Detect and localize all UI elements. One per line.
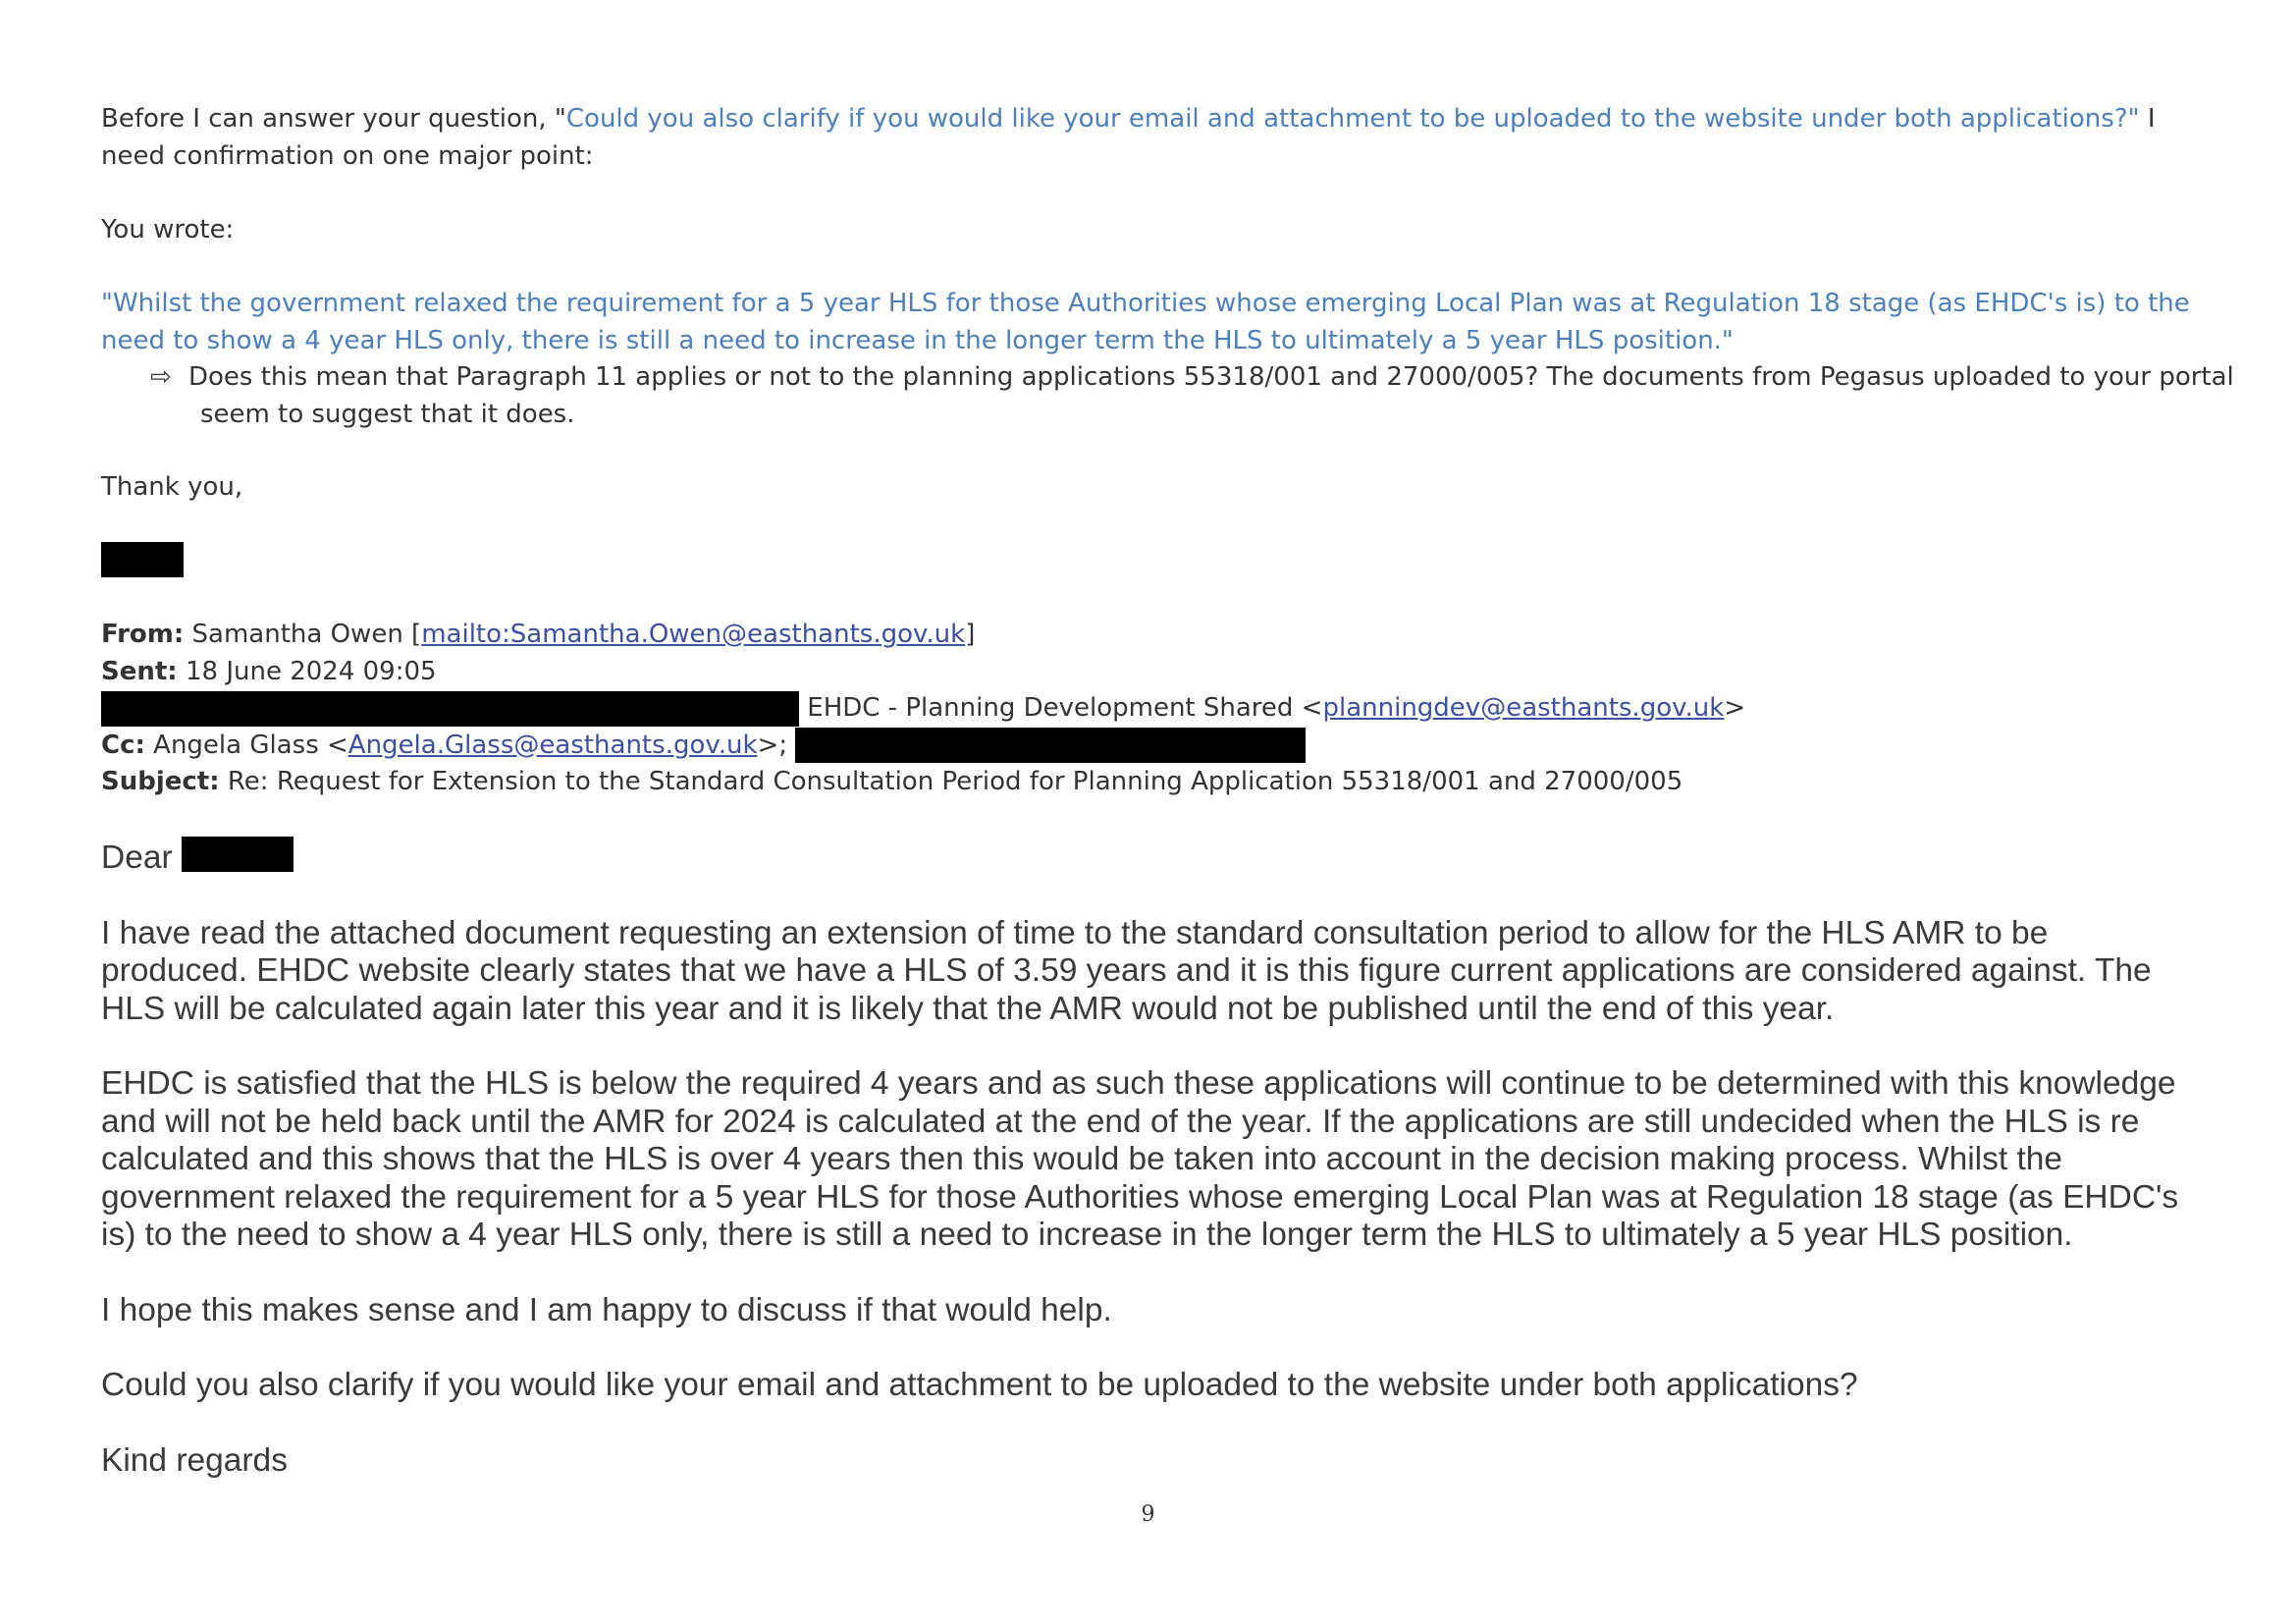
cc-line — [101, 728, 2212, 765]
email-body — [101, 837, 2212, 1480]
to-close: > — [1724, 693, 1746, 723]
cc-close: >; — [757, 730, 796, 760]
redacted-signature — [101, 542, 184, 577]
intro-before: Before I can answer your question, " — [101, 104, 566, 134]
body-paragraph-4: Could you also clarify if you would like your email and attachment to be uploaded to the website under both applications? — [101, 1367, 1858, 1403]
sent-value: 18 June 2024 09:05 — [185, 656, 437, 686]
quoted-text: Whilst the government relaxed the requirement for a 5 year HLS for those Authorities whose emerging Local Plan was at Regulation 18 stage (as EHDC's is) to the need to show a 4 year HLS only, there is still a need to increase in the longer term the HLS to ultimately a 5 year HLS position." — [101, 289, 2190, 355]
closing: Kind regards — [101, 1441, 288, 1479]
thank-you: Thank you, — [101, 472, 243, 502]
intro-after: I need confirmation on one major point: — [101, 104, 2156, 171]
quoted-open-mark: " — [101, 289, 113, 318]
body-paragraph-2: EHDC is satisfied that the HLS is below the required 4 years and as such these applications will continue to be determined with this knowledge and will not be held back until the AMR for 2024 is calculated at the end of the year. If the applications are still undecided when the HLS is re calculated and this shows that the HLS is over 4 years then this would be taken into account in the decision making process. Whilst the government relaxed the requirement for a 5 year HLS for those Authorities whose emerging Local Plan was at Regulation 18 stage (as EHDC's is) to the need to show a 4 year HLS only, there is still a need to increase in the longer term the HLS to ultimately a 5 year HLS position. — [101, 1065, 2179, 1253]
from-label: From: — [101, 620, 185, 649]
from-email-link[interactable]: mailto:Samantha.Owen@easthants.gov.uk — [421, 620, 966, 649]
from-name: Samantha Owen [ — [191, 620, 422, 649]
from-close: ] — [965, 620, 976, 649]
body-paragraph-1: I have read the attached document requesting an extension of time to the standard consultation period to allow for the HLS AMR to be produced. EHDC website clearly states that we have a HLS of 3.59 years and it is this figure current applications are considered against. The HLS will be calculated again later this year and it is likely that the AMR would not be published until the end of this year. — [101, 914, 2152, 1027]
to-email-link[interactable]: planningdev@easthants.gov.uk — [1322, 693, 1725, 723]
body-paragraph-3: I hope this makes sense and I am happy to discuss if that would help. — [101, 1291, 1112, 1328]
redacted-to-recipient — [101, 691, 799, 727]
email-header — [101, 617, 2212, 801]
arrow-right-outline-icon: ⇨ — [150, 362, 172, 392]
redacted-recipient-name — [182, 837, 294, 872]
cc-name: Angela Glass < — [153, 730, 348, 760]
subject-line — [101, 764, 2212, 801]
from-line — [101, 617, 2212, 654]
subject-value: Re: Request for Extension to the Standard Consultation Period for Planning Application 55318/001 and 27000/005 — [227, 767, 1683, 796]
page-number: 9 — [1141, 1502, 1155, 1527]
cc-email-link[interactable]: Angela.Glass@easthants.gov.uk — [347, 730, 758, 760]
sent-line — [101, 654, 2212, 691]
you-wrote-label: You wrote: — [101, 215, 235, 244]
quoted-block — [101, 286, 2212, 359]
to-text: EHDC - Planning Development Shared < — [799, 693, 1323, 723]
cc-label: Cc: — [101, 730, 145, 760]
subject-label: Subject: — [101, 767, 220, 796]
arrow-item-text: Does this mean that Paragraph 11 applies or not to the planning applications 55318/001 and 27000/005? The documents from Pegasus uploaded to your portal seem to suggest that it does. — [188, 362, 2234, 429]
to-line — [101, 690, 2212, 728]
redacted-cc-recipient — [795, 728, 1306, 763]
arrow-list-item — [101, 359, 2252, 433]
intro-quoted-question: Could you also clarify if you would like your email and attachment to be uploaded to the website under both applications?" — [565, 104, 2140, 134]
greeting-text: Dear — [101, 839, 182, 876]
intro-paragraph — [101, 101, 2212, 175]
greeting — [101, 837, 2212, 878]
sent-label: Sent: — [101, 656, 178, 686]
